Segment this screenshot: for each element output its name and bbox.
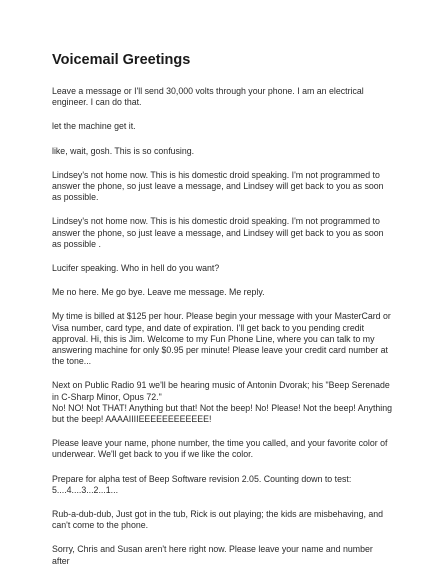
greeting-paragraph-6: Lucifer speaking. Who in hell do you want? [52, 263, 220, 274]
greeting-paragraph-1: Leave a message or I'll send 30,000 volts through your phone. I am an electrical engineer. I can do that. [52, 86, 364, 108]
greeting-paragraph-4: Lindsey's not home now. This is his domestic droid speaking. I'm not programmed to answer the phone, so just leave a message, and Lindsey will get back to you as soon as possible. [52, 169, 384, 203]
greeting-paragraph-3: like, wait, gosh. This is so confusing. [52, 145, 195, 156]
page-title: Voicemail Greetings [52, 52, 191, 68]
greeting-paragraph-9: Next on Public Radio 91 we'll be hearing music of Antonin Dvorak; his "Beep Serenade in C-Sharp Minor, Opus 72." No! NO! Not THAT! Anything but that! Not the beep! No! Please! Not the beep! Anything but the beep! AAAAIIIIEEEEEEEEEEEE! [52, 380, 393, 425]
greeting-paragraph-10: Please leave your name, phone number, the time you called, and your favorite color of underwear. We'll get back to you if we like the color. [52, 438, 388, 460]
document-body [52, 86, 392, 580]
greeting-paragraph-12: Rub-a-dub-dub, Just got in the tub, Rick is out playing; the kids are misbehaving, and can't come to the phone. [52, 509, 384, 531]
greeting-paragraph-5: Lindsey's not home now. This is his domestic droid speaking. I'm not programmed to answer the phone, so just leave a message, and Lindsey will get back to you as soon as possible . [52, 216, 384, 249]
greeting-paragraph-11: Prepare for alpha test of Beep Software revision 2.05. Counting down to test: 5....4....3...2...1... [52, 473, 352, 495]
greeting-paragraph-13: Sorry, Chris and Susan aren't here right now. Please leave your name and number after [52, 544, 373, 566]
greeting-paragraph-8: My time is billed at $125 per hour. Please begin your message with your MasterCard or Visa number, card type, and date of expiration. I'll get back to you pending credit approval. Hi, this is Jim. Welcome to my Fun Phone Line, where you can talk to my answering machine for only $0.95 per minute! Please leave your credit card number at the tone... [52, 311, 391, 367]
greeting-paragraph-2: let the machine get it. [52, 121, 136, 132]
greeting-paragraph-7: Me no here. Me go bye. Leave me message. Me reply. [52, 287, 265, 298]
